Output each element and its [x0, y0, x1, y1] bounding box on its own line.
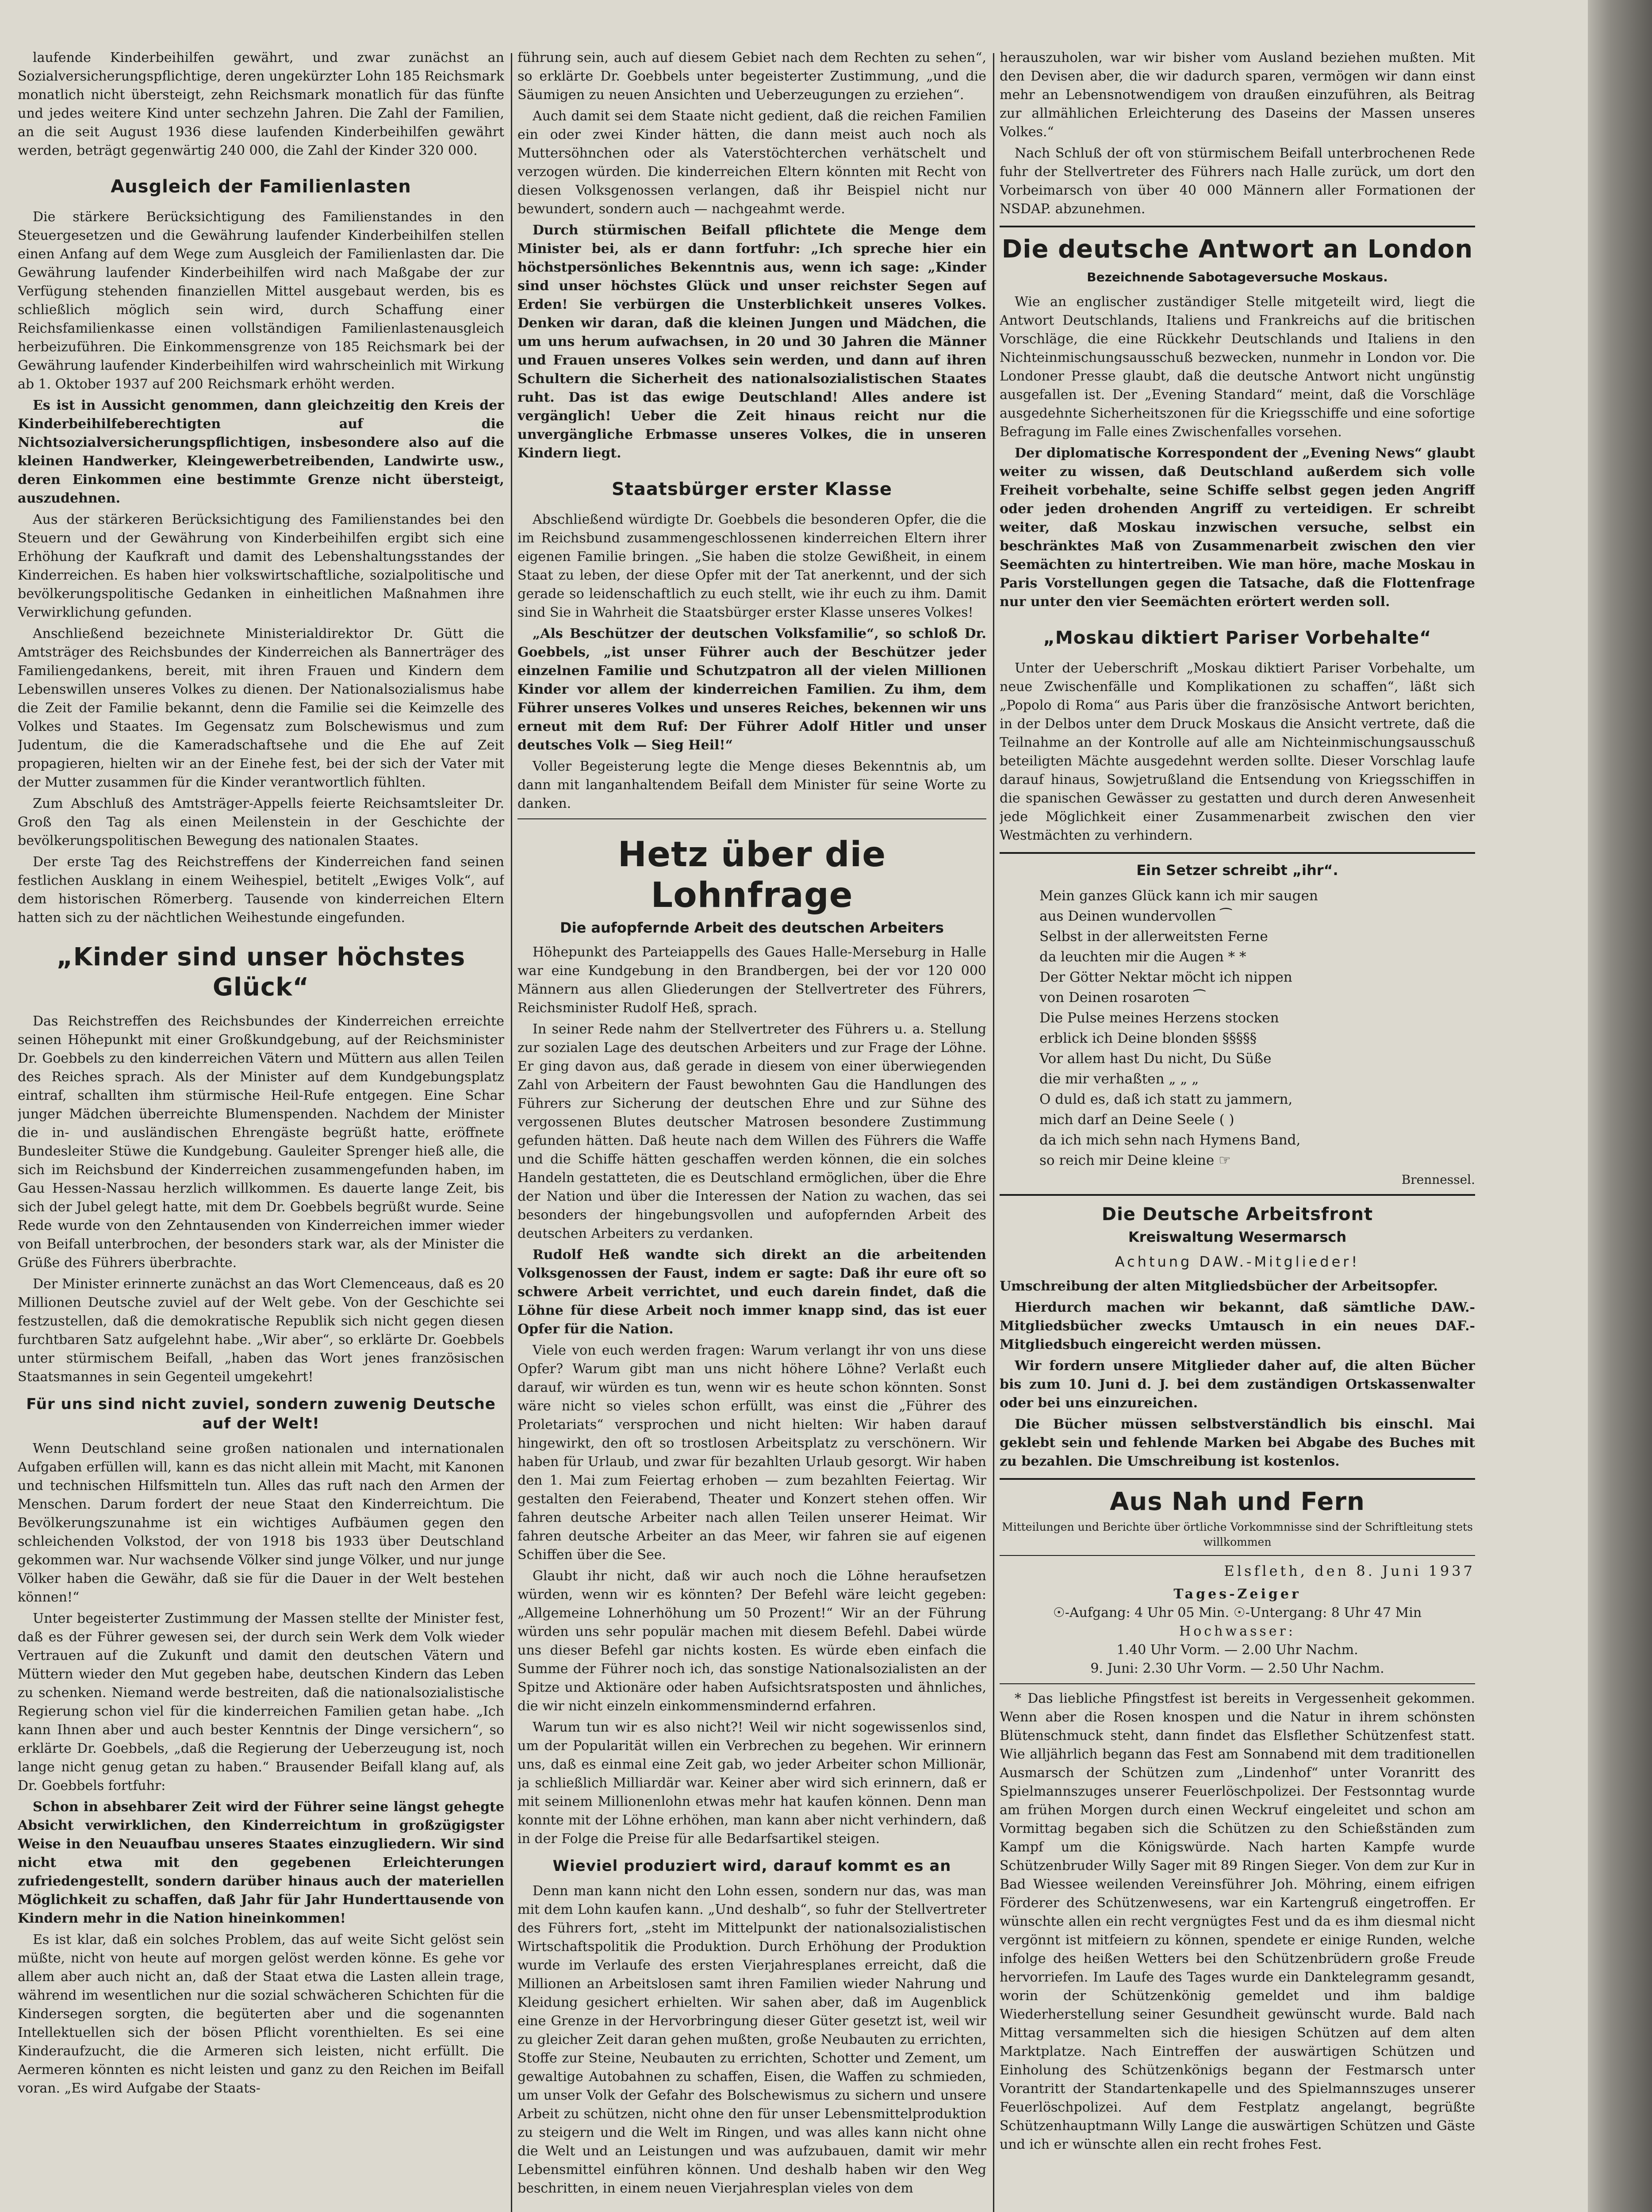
paragraph: Aus der stärkeren Berücksichtigung des Familienstandes bei den Steuern und der Gewährung von Kinderbeihilfen ergibt sich eine Erhöhung der Kaufkraft und damit des Lebenshaltungsstandes der Kinderreichen. Es haben hier volkswirtschaftliche, sozialpolitische und bevölkerungspolitische Gedanken in einheitlichen Maßnahmen ihre Verwirklichung gefunden.	[18, 512, 504, 620]
divider	[1000, 1555, 1475, 1556]
poem-title: Ein Setzer schreibt „ihr“.	[1136, 862, 1338, 879]
paragraph: Das Reichstreffen des Reichsbundes der Kinderreichen erreichte seinen Höhepunkt mit einer Großkundgebung, auf der Reichsminister Dr. Goebbels zu den kinderreichen Vätern und Müttern aus allen Teilen des Reiches sprach. Als der Minister auf dem Kundgebungsplatz eintraf, schallten ihm stürmische Heil-Rufe entgegen. Eine Schar junger Mädchen überreichte Blumenspenden. Nachdem der Minister die in- und ausländischen Ehrengäste begrüßt hatte, eröffnete Bundesleiter Stüwe die Kundgebung. Gauleiter Sprenger hieß alle, die sich im Reichsbund der Kinderreichen zusammengefunden haben, im Gau Hessen-Nassau herzlich willkommen. Es dauerte lange Zeit, bis sich der Jubel gelegt hatte, mit dem Dr. Goebbels begrüßt wurde. Seine Rede wurde von den Zehntausenden von Kinderreichen immer wieder von Beifall unterbrochen, der besonders stark war, als der Minister die Grüße des Führers überbrachte.	[18, 1014, 504, 1271]
paragraph: Nach Schluß der oft von stürmischem Beifall unterbrochenen Rede fuhr der Stellvertreter des Führers nach Halle zurück, um dort den Vorbeimarsch von über 40 000 Männern aller Formationen der NSDAP. abzunehmen.	[1000, 146, 1475, 217]
section-note: Mitteilungen und Berichte über örtliche Vorkommnisse sind der Schriftleitung stets willkommen	[1002, 1521, 1473, 1548]
section-masthead: Aus Nah und Fern	[1110, 1487, 1365, 1516]
paragraph: * Das liebliche Pfingstfest ist bereits in Vergessenheit gekommen. Wenn aber die Rosen knospen und die Natur in ihrem schönsten Blütenschmuck steht, dann findet das Elsflether Schützenfest statt. Wie alljährlich begann das Fest am Sonnabend mit dem traditionellen Ausmarsch der Schützen zum „Lindenhof“ unter Voranritt des Spielmannszuges unserer Feuerlöschpolizei. Der Festsonntag wurde am frühen Morgen durch einen Weckruf eingeleitet und schon am Vormittag begaben sich die Schützen zu den Schießständen zum Kampf um die Königswürde. Nach harten Kampfe wurde Schützenbruder Willy Sager mit 89 Ringen Sieger. Von dem zur Kur in Bad Wiessee weilenden Vereinsführer Joh. Möhring, einem eifrigen Förderer des Schützenwesens, war ein Kartengruß eingetroffen. Er wünschte allen ein recht vergnügtes Fest und da es ihm diesmal nicht vergönnt ist mitfeiern zu können, spendete er einige Runden, welche infolge des heißen Wetters bei den Schützenbrüdern große Freude hervorriefen. Im Laufe des Tages wurde ein Danktelegramm gesandt, worin der Schützenkönig gemeldet und ihm baldige Wiederherstellung seiner Gesundheit gewünscht wurde. Bald nach Mittag versammelten sich die hiesigen Schützen auf dem alten Marktplatze. Nach Eintreffen der auswärtigen Schützen und Einholung des Schützenkönigs begann der Festmarsch unter Vorantritt der Standartenkapelle und des Spielmannszuges unserer Feuerlöschpolizei. Auf dem Festplatz angelangt, begrüßte Schützenhauptmann Willy Lange die auswärtigen Schützen und Gäste und ich er wünschte allen ein recht frohes Fest.	[1000, 1691, 1475, 2152]
paragraph: „Als Beschützer der deutschen Volksfamilie“, so schloß Dr. Goebbels, „ist unser Führer auch der Beschützer jeder einzelnen Familie und Schutzpatron all der vielen Millionen Kinder vor allem der kinderreichen Familien. Zu ihm, dem Führer unseres Volkes und unseres Reiches, bekennen wir uns erneut mit dem Ruf: Der Führer Adolf Hitler und unser deutsches Volk — Sieg Heil!“	[517, 626, 986, 753]
column-middle	[517, 49, 986, 2212]
notice-attention: Achtung DAW.-Mitglieder!	[1115, 1253, 1360, 1270]
divider	[1000, 1478, 1475, 1480]
poem-line: mich darf an Deine Seele ( )	[1039, 1112, 1234, 1128]
divider	[517, 818, 986, 819]
column-right	[1000, 49, 1475, 2212]
paragraph: Es ist in Aussicht genommen, dann gleichzeitig den Kreis der Kinderbeihilfeberechtigten auf die Nichtsozialversicherungspflichtigen, insbesondere also auf die kleinen Handwerker, Kleingewerbetreibenden, Landwirte usw., deren Einkommen eine bestimmte Grenze nicht übersteigt, auszudehnen.	[18, 398, 504, 506]
paragraph: Die stärkere Berücksichtigung des Familienstandes in den Steuergesetzen und die Gewährung laufender Kinderbeihilfen stellen einen Anfang auf dem Wege zum Ausgleich der Familienlasten dar. Die Gewährung laufender Kinderbeihilfen wird nach Maßgabe der zur Verfügung stehenden finanziellen Mittel ausgebaut werden, bis es schließlich möglich sein wird, durch Schaffung einer Reichsfamilienkasse einen vollständigen Familienlastenausgleich herbeizuführen. Die Einkommensgrenze von 185 Reichsmark bei der Gewährung laufender Kinderbeihilfen wird wahrscheinlich mit Wirkung ab 1. Oktober 1937 auf 200 Reichsmark erhöht werden.	[18, 209, 504, 392]
paragraph: laufende Kinderbeihilfen gewährt, und zwar zunächst an Sozialversicherungspflichtige, deren ungekürzter Lohn 185 Reichsmark monatlich nicht übersteigt, zehn Reichsmark monatlich für das fünfte und jedes weitere Kind unter sechzehn Jahren. Die Zahl der Familien, an die seit August 1936 diese laufenden Kinderbeihilfen gewährt werden, beträgt gegenwärtig 240 000, die Zahl der Kinder 320 000.	[18, 50, 504, 158]
section-heading: Staatsbürger erster Klasse	[611, 479, 893, 499]
zeiger-hochwasser: Hochwasser:	[1179, 1624, 1296, 1639]
article-headline: „Kinder sind unser höchstes Glück“	[56, 943, 466, 1002]
paragraph: Auch damit sei dem Staate nicht gedient, daß die reichen Familien ein oder zwei Kinder hätten, die dann meist auch noch als Muttersöhnchen oder als Vaterstöchterchen verhätschelt und verzogen würden. Die kinderreichen Eltern könnten mit Recht von diesen Volksgenossen verlangen, daß ihr Beispiel nicht nur bewundert, sondern auch — nachgeahmt werde.	[517, 108, 986, 217]
paragraph: Die Bücher müssen selbstverständlich bis einschl. Mai geklebt sein und fehlende Marken bei Abgabe des Buches mit zu bezahlen. Die Umschreibung ist kostenlos.	[1000, 1417, 1475, 1469]
paragraph: Anschließend bezeichnete Ministerialdirektor Dr. Gütt die Amtsträger des Reichsbundes der Kinderreichen als Bannerträger des Familiengedankens, bereit, mit ihren Frauen und Kindern dem Lebenswillen unseres Volkes zu dienen. Der Nationalsozialismus habe die Zeit der Familie bekannt, denn die Familie sei die Keimzelle des Volkes und Staates. Im Gegensatz zum Bolschewismus und zum Judentum, die die Kameradschaftsehe und die Ehe auf Zeit propagieren, hielten wir an der Einehe fest, bei der sich der Vater mit der Mutter zusammen für die Kinder verantwortlich fühlten.	[18, 626, 504, 790]
article-headline: Hetz über die Lohnfrage	[617, 835, 886, 915]
paragraph: führung sein, auch auf diesem Gebiet nach dem Rechten zu sehen“, so erklärte Dr. Goebbels unter begeisterter Zustimmung, „und die Säumigen zu neuen Ansichten und Ueberzeugungen zu erziehen“.	[517, 50, 986, 103]
paragraph: Höhepunkt des Parteiappells des Gaues Halle-Merseburg in Halle war eine Kundgebung in den Brandbergen, bei der vor 120 000 Männern aus allen Gliederungen der Stellvertreter des Führers, Reichsminister Rudolf Heß, sprach.	[517, 945, 986, 1016]
poem-line: von Deinen rosaroten ⁀	[1039, 990, 1205, 1006]
paragraph: Denn man kann nicht den Lohn essen, sondern nur das, was man mit dem Lohn kaufen kann. „Und deshalb“, so fuhr der Stellvertreter des Führers fort, „steht im Mittelpunkt der nationalsozialistischen Wirtschaftspolitik die Produktion. Durch Erhöhung der Produktion wurde im Verlaufe des ersten Vierjahresplanes erreicht, daß die Millionen an Arbeitslosen samt ihren Familien wieder Nahrung und Kleidung gesichert erhielten. Wir sahen aber, daß im Augenblick eine Grenze in der Hervorbringung dieser Güter gesetzt ist, weil wir zu gleicher Zeit daran gehen mußten, große Neubauten zu errichten, Stoffe zur Steine, Neubauten zu errichten, Schotter und Zement, um gewaltige Autobahnen zu schaffen, Eisen, die Waffen zu schmieden, um unser Volk der Gefahr des Bolschewismus zu sichern und unsere Arbeit zu schützen, nicht ohne den für unser Lebensmittelproduktion zu steigern und die Welt im Ringen, und was alles kann nicht ohne die Welt und an Leistungen und was aufzubauen, damit wir mehr Lebensmittel einführen können. Und deshalb haben wir den Weg beschritten, in einem neuen Vierjahresplan vieles von dem	[517, 1883, 986, 2196]
paragraph: Unter begeisterter Zustimmung der Massen stellte der Minister fest, daß es der Führer gewesen sei, der durch sein Werk dem Volk wieder Vertrauen auf die Zukunft und damit den deutschen Vätern und Müttern wieder den Mut gegeben habe, deutschen Kindern das Leben zu schenken. Niemand werde bestreiten, daß die nationalsozialistische Regierung schon viel für die kinderreichen Familien getan habe. „Ich kann Ihnen aber und auch bester Kenntnis der Dinge versichern“, so erklärte Dr. Goebbels, „daß die Regierung der Ueberzeugung ist, noch lange nicht genug getan zu haben.“ Brausender Beifall klang auf, als Dr. Goebbels fortfuhr:	[18, 1611, 504, 1793]
notice-title: Umschreibung der alten Mitgliedsbücher der Arbeitsopfer.	[1000, 1279, 1438, 1294]
zeiger-hw-line: 9. Juni: 2.30 Uhr Vorm. — 2.50 Uhr Nachm.	[1090, 1661, 1384, 1676]
dateline: Elsfleth, den 8. Juni 1937	[1224, 1563, 1475, 1579]
divider	[1000, 226, 1475, 227]
paragraph: Schon in absehbarer Zeit wird der Führer seine längst gehegte Absicht verwirklichen, den Kinderreichtum in großzügigster Weise in den Neuaufbau unseres Staates einzugliedern. Wir sind nicht etwa mit den gegebenen Erleichterungen zufriedengestellt, sondern darüber hinaus auch der materiellen Möglichkeit zu schaffen, daß Jahr für Jahr Hunderttausende von Kindern mehr in die Nation hineinkommen!	[18, 1799, 504, 1926]
poem-line: Die Pulse meines Herzens stocken	[1039, 1010, 1279, 1026]
poem-line: erblick ich Deine blonden §§§§§	[1039, 1030, 1257, 1046]
paragraph: Es ist klar, daß ein solches Problem, das auf weite Sicht gelöst sein müßte, nicht von heute auf morgen gelöst werden könne. Es gehe vor allem aber auch nicht an, daß der Staat etwa die Lasten allein trage, während im wesentlichen nur die sozial schwächeren Schichten für die Kindersegen sorgten, die begüterten aber und die sogenannten Intellektuellen sich der bösen Pflicht vorenthielten. Es sei eine Kinderaufzucht, die die Armeren sich leisten, nicht erfüllt. Die Aermeren könnten es nicht leisten und ganz zu den Reichen im Beifall voran. „Es wird Aufgabe der Staats-	[18, 1932, 504, 2096]
paragraph: Voller Begeisterung legte die Menge dieses Bekenntnis ab, um dann mit langanhaltendem Beifall dem Minister für seine Worte zu danken.	[517, 759, 986, 811]
poem-line: so reich mir Deine kleine ☞	[1039, 1152, 1231, 1168]
paragraph: Durch stürmischen Beifall pflichtete die Menge dem Minister bei, als er dann fortfuhr: „Ich spreche hier ein höchstpersönliches Bekenntnis aus, wenn ich sage: „Kinder sind unser höchstes Glück und unser reichster Segen auf Erden! Sie verbürgen die Unsterblichkeit unseres Volkes. Denken wir daran, daß die kleinen Jungen und Mädchen, die um uns herum aufwachsen, in 20 und 30 Jahren die Männer und Frauen unseres Volkes sein werden, und dann auf ihren Schultern die Sicherheit des nationalsozialistischen Staates ruht. Das ist das ewige Deutschland! Alles andere ist vergänglich! Ueber die Zeit hinaus reicht nur die unvergängliche Erbmasse unseres Volkes, die in unseren Kindern liegt.	[517, 223, 986, 461]
section-heading: Ausgleich der Familienlasten	[111, 177, 411, 197]
poem-author: Brennessel.	[1401, 1172, 1475, 1187]
column-rule	[993, 53, 994, 2212]
zeiger-hw-line: 1.40 Uhr Vorm. — 2.00 Uhr Nachm.	[1116, 1642, 1358, 1658]
divider	[1000, 1194, 1475, 1196]
poem-line: O duld es, daß ich statt zu jammern,	[1039, 1091, 1293, 1107]
subheading: Für uns sind nicht zuviel, sondern zuwenig Deutsche auf der Welt!	[26, 1395, 496, 1432]
article-subheadline: Bezeichnende Sabotageversuche Moskaus.	[1087, 270, 1388, 284]
poem-line: Selbst in der allerweitsten Ferne	[1039, 929, 1268, 945]
zeiger-sun: ☉-Aufgang: 4 Uhr 05 Min. ☉-Untergang: 8 Uhr 47 Min	[1053, 1605, 1422, 1621]
tages-zeiger	[1000, 1585, 1475, 1678]
paragraph: Der diplomatische Korrespondent der „Evening News“ glaubt weiter zu wissen, daß Deutschland außerdem sich volle Freiheit vorbehalte, seine Schiffe selbst gegen jeden Angriff oder jeden drohenden Angriff zu verteidigen. Er schreibt weiter, daß Moskau inzwischen versuche, selbst ein beschränktes Maß von Zusammenarbeit zwischen den vier Seemächten zu hintertreiben. Wie man höre, mache Moskau in Paris Vorstellungen gegen die Tatsache, daß die Flottenfrage nur unter den vier Seemächten erörtert werden soll.	[1000, 445, 1475, 610]
paragraph: Rudolf Heß wandte sich direkt an die arbeitenden Volksgenossen der Faust, indem er sagte: Daß ihr eure oft so schwere Arbeit verrichtet, und euch darein findet, daß die Löhne für diese Arbeit noch immer knapp sind, das ist euer Opfer für die Nation.	[517, 1247, 986, 1337]
paragraph: Viele von euch werden fragen: Warum verlangt ihr von uns diese Opfer? Warum gibt man uns nicht höhere Löhne? Verlaßt euch darauf, wir würden es tun, wenn wir es heute schon könnten. Sonst wäre nicht so vieles schon erfüllt, was einst die „Führer des Proletariats“ versprochen und nicht hielten: Wir haben darauf hingewirkt, den oft so trostlosen Arbeitsplatz zu verschönern. Wir haben für Urlaub, und zwar für bezahlten Urlaub gesorgt. Wir haben den 1. Mai zum Feiertag erhoben — zum bezahlten Feiertag. Wir gestalten den Feierabend, Theater und Konzert stehen offen. Wir fahren deutsche Arbeiter nach allen Teilen unserer Heimat. Wir fahren deutsche Arbeiter an das Meer, wir fahren sie auf eigenen Schiffen über die See.	[517, 1343, 986, 1563]
poem-line: Der Götter Nektar möcht ich nippen	[1039, 969, 1292, 985]
poem-line: da leuchten mir die Augen * *	[1039, 949, 1246, 965]
divider	[1000, 1683, 1475, 1684]
paragraph: Zum Abschluß des Amtsträger-Appells feierte Reichsamtsleiter Dr. Groß den Tag als einen Meilenstein in der Geschichte der bevölkerungspolitischen Bewegung des nationalen Staates.	[18, 796, 504, 849]
poem	[1000, 886, 1475, 1171]
notice-subheading: Kreiswaltung Wesermarsch	[1128, 1229, 1347, 1245]
column-rule	[511, 53, 512, 2212]
paragraph: Unter der Ueberschrift „Moskau diktiert Pariser Vorbehalte, um neue Zwischenfälle und Komplikationen zu schaffen“, läßt sich „Popolo di Roma“ aus Paris über die französische Antwort berichten, in der Delbos unter dem Druck Moskaus die Ansicht vertrete, daß die Teilnahme an der Kontrolle auf alle am Nichteinmischungsausschuß beteiligten Mächte ausgedehnt werden sollte. Dieser Vorschlag laufe darauf hinaus, Sowjetrußland die Entsendung von Kriegsschiffen in die spanischen Gewässer zu gestatten und durch deren Anwesenheit jede Möglichkeit einer Zusammenarbeit zwischen den vier Westmächten zu verhindern.	[1000, 661, 1475, 843]
column-left	[18, 49, 504, 2212]
paragraph: In seiner Rede nahm der Stellvertreter des Führers u. a. Stellung zur sozialen Lage des deutschen Arbeiters und zur Frage der Löhne. Er ging davon aus, daß gerade in diesem von einer überwiegenden Zahl von Arbeitern der Faust bewohnten Gau die Handlungen des Führers zur Sicherung der deutschen Ehre und zur Sühne des vergossenen Blutes deutscher Matrosen besondere Zustimmung gefunden hätten. Daß heute nach dem Willen des Führers die Waffe und die Schiffe hätten geschaffen werden können, die ein solches Handeln gestatteten, die es Deutschland ermöglichen, über die Ehre der Nation und über die Interessen der Nation zu wachen, das sei besonders der hingebungsvollen und aufopfernden Arbeit des deutschen Arbeiters zu verdanken.	[517, 1022, 986, 1241]
paragraph: Wir fordern unsere Mitglieder daher auf, die alten Bücher bis zum 10. Juni d. J. bei dem zuständigen Ortskassenwalter oder bei uns einzureichen.	[1000, 1358, 1475, 1411]
paragraph: Der erste Tag des Reichstreffens der Kinderreichen fand seinen festlichen Ausklang in einem Weihespiel, betitelt „Ewiges Volk“, auf dem historischen Römerberg. Tausende von kinderreichen Eltern hatten sich zu der nächtlichen Weihestunde eingefunden.	[18, 854, 504, 926]
divider	[1000, 852, 1475, 854]
paragraph: Abschließend würdigte Dr. Goebbels die besonderen Opfer, die die im Reichsbund zusammengeschlossenen kinderreichen Eltern ihrer eigenen Familie bringen. „Sie haben die stolze Gewißheit, in einem Staat zu leben, der diese Opfer mit der Tat anerkennt, und der sich gerade so leidenschaftlich zu euch stellt, wie ihr euch zu ihm. Damit sind Sie in Wahrheit die Staatsbürger erster Klasse unseres Volkes!	[517, 512, 986, 620]
article-headline: Die deutsche Antwort an London	[1001, 235, 1473, 264]
notice-heading: Die Deutsche Arbeitsfront	[1101, 1204, 1373, 1225]
page-edge-shadow	[1588, 0, 1652, 2212]
poem-line: Mein ganzes Glück kann ich mir saugen	[1039, 888, 1318, 904]
poem-line: da ich mich sehn nach Hymens Band,	[1039, 1132, 1301, 1148]
zeiger-title: Tages-Zeiger	[1173, 1586, 1301, 1602]
paragraph: Hierdurch machen wir bekannt, daß sämtliche DAW.-Mitgliedsbücher zwecks Umtausch in ein neues DAF.-Mitgliedsbuch eingereicht werden müssen.	[1000, 1300, 1475, 1352]
paragraph: Warum tun wir es also nicht?! Weil wir nicht sogewissenlos sind, um der Popularität willen ein Verbrechen zu begehen. Wir erinnern uns, daß es einmal eine Zeit gab, wo jeder Arbeiter schon Millionär, ja schließlich Milliardär war. Keiner aber wird sich erinnern, daß er mit seinem Millionenlohn etwas mehr hat kaufen können. Denn man konnte mit der Löhne erhöhen, man kann aber nicht verhindern, daß in der Folge die Preise für alle Bedarfsartikel steigen.	[517, 1720, 986, 1847]
article-subheadline: Die aufopfernde Arbeit des deutschen Arbeiters	[560, 919, 944, 936]
poem-line: Vor allem hast Du nicht, Du Süße	[1039, 1051, 1272, 1067]
paragraph: Glaubt ihr nicht, daß wir auch noch die Löhne heraufsetzen würden, wenn wir es könnten? Der Befehl wäre leicht gegeben: „Allgemeine Lohnerhöhung um 50 Prozent!“ Wir an der Führung würden uns sehr populär machen mit diesem Befehl. Dabei würde uns dieser Befehl gar nichts kosten. Es würde eben einfach die Summe der Führer noch ich, das sonstige Nationalsozialisten an der Spitze und Aktionäre oder haben Aufsichtsratsposten und ähnliches, die wir nicht einzeln einkommensmindernd erfahren.	[517, 1568, 986, 1714]
paragraph: Der Minister erinnerte zunächst an das Wort Clemenceaus, daß es 20 Millionen Deutsche zuviel auf der Welt gebe. Von der Geschichte sei festzustellen, daß die demokratische Republik sich nicht gegen diesen furchtbaren Satz aufgelehnt habe. „Wir aber“, so erklärte Dr. Goebbels unter stürmischem Beifall, „haben das Wort jenes französischen Staatsmannes in sein Gegenteil umgekehrt!	[18, 1276, 504, 1385]
paragraph: Wenn Deutschland seine großen nationalen und internationalen Aufgaben erfüllen will, kann es das nicht allein mit Macht, mit Kanonen und technischen Hilfsmitteln tun. Alles das ruft nach den Armen der Menschen. Darum fordert der neue Staat den Kinderreichtum. Die Bevölkerungszunahme ist ein wichtiges Aufbäumen gegen den schleichenden Volkstod, der von 1918 bis 1933 über Deutschland gekommen war. Nur wachsende Völker sind junge Völker, und nur junge Völker haben die Gewähr, daß sie für die Dauer in der Welt bestehen können!“	[18, 1441, 504, 1605]
paragraph: Wie an englischer zuständiger Stelle mitgeteilt wird, liegt die Antwort Deutschlands, Italiens und Frankreichs auf die britischen Vorschläge, die eine Rückkehr Deutschlands und Italiens in den Nichteinmischungsausschuß bezwecken, nunmehr in London vor. Die Londoner Presse glaubt, daß die deutsche Antwort nicht ungünstig ausgefallen ist. Der „Evening Standard“ meint, daß die Vorschläge ausgedehnte Sicherheitszonen für die Kriegsschiffe und eine sofortige Befragung im Falle eines Zwischenfalles vorsehen.	[1000, 294, 1475, 440]
section-heading: „Moskau diktiert Pariser Vorbehalte“	[1043, 628, 1432, 648]
paragraph: herauszuholen, war wir bisher vom Ausland beziehen mußten. Mit den Devisen aber, die wir dadurch sparen, vermögen wir dann einst mehr an Lebensnotwendigem von draußen einzuführen, als Beitrag zur allmählichen Erleichterung des Daseins der Massen unseres Volkes.“	[1000, 50, 1475, 140]
poem-line: die mir verhaßten „ „ „	[1039, 1071, 1199, 1087]
subheading: Wieviel produziert wird, darauf kommt es an	[552, 1857, 951, 1875]
poem-line: aus Deinen wundervollen ⁀	[1039, 908, 1232, 924]
